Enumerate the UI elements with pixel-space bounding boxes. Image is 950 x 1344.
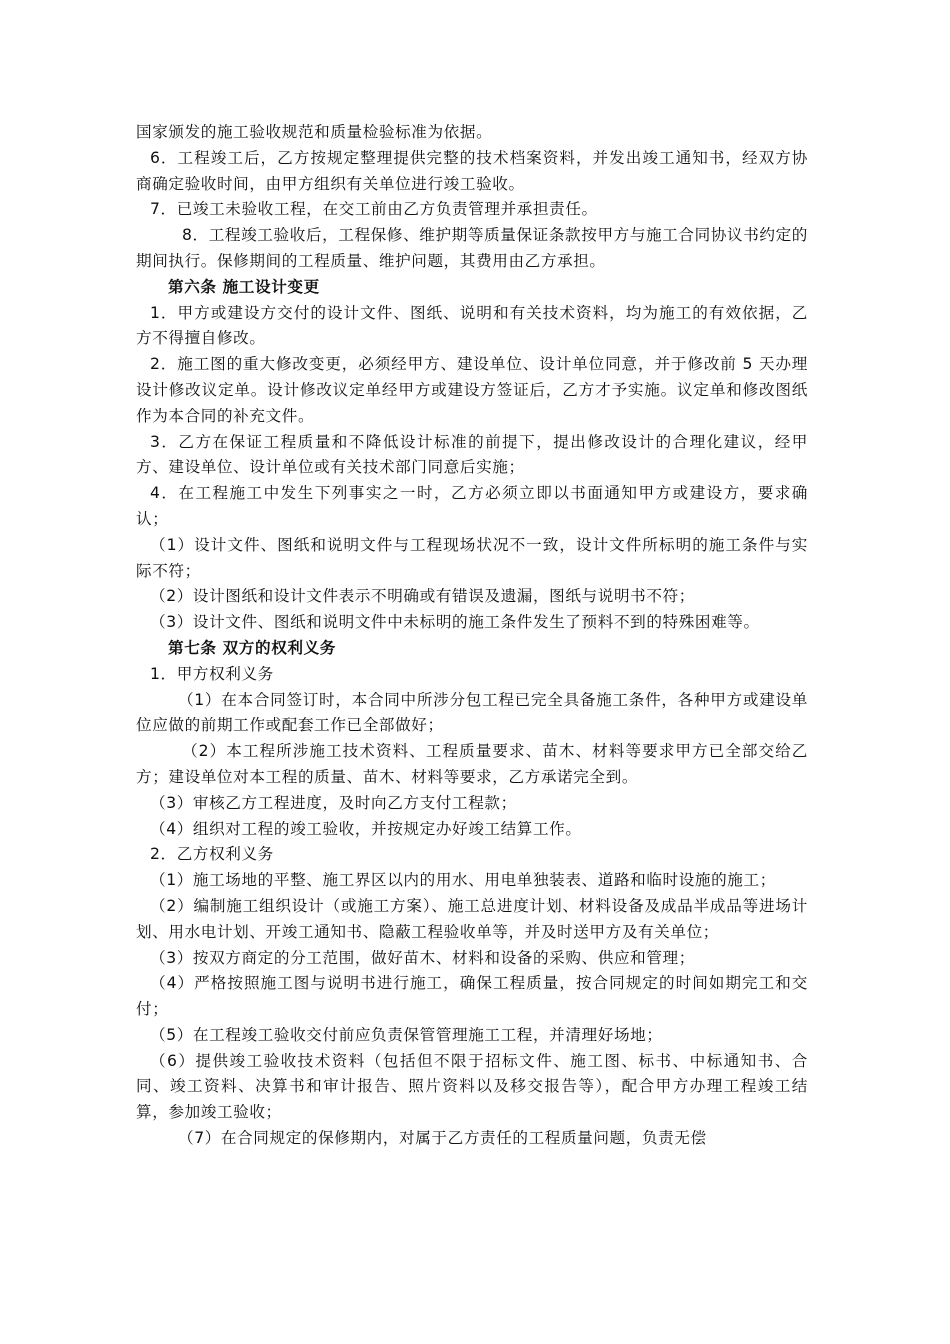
- paragraph-party-b-procurement: （3）按双方商定的分工范围，做好苗木、材料和设备的采购、供应和管理；: [150, 948, 695, 967]
- document-body: [136, 120, 808, 1152]
- paragraph-acceptance-standard: 国家颁发的施工验收规范和质量检验标准为依据。: [136, 123, 493, 141]
- paragraph-unexpected-conditions: （3）设计文件、图纸和说明文件中未标明的施工条件发生了预料不到的特殊困难等。: [150, 613, 760, 632]
- paragraph-design-documents-basis: 1．甲方或建设方交付的设计文件、图纸、说明和有关技术资料，均为施工的有效依据，乙方不得擅自修改。: [136, 303, 808, 348]
- paragraph-warranty-terms: 8．工程竣工验收后，工程保修、维护期等质量保证条款按甲方与施工合同协议书约定的期间执行。保修期间的工程质量、维护问题，其费用由乙方承担。: [136, 226, 808, 270]
- paragraph-party-b-custody: （5）在工程竣工验收交付前应负责保管管理施工工程，并清理好场地；: [150, 1025, 663, 1044]
- paragraph-rationalization-proposal: 3．乙方在保证工程质量和不降低设计标准的前提下，提出修改设计的合理化建议，经甲方、建设单位、设计单位或有关技术部门同意后实施；: [136, 432, 808, 477]
- paragraph-party-b-site-preparation: （1）施工场地的平整、施工界区以内的用水、用电单独装表、道路和临时设施的施工；: [150, 871, 776, 890]
- article-6-heading: 第六条 施工设计变更: [168, 277, 320, 296]
- paragraph-party-b-acceptance-data: （6）提供竣工验收技术资料（包括但不限于招标文件、施工图、标书、中标通知书、合同、竣工资料、决算书和审计报告、照片资料以及移交报告等），配合甲方办理工程竣工结算，参加竣工验收；: [136, 1051, 808, 1122]
- paragraph-design-mismatch: （1）设计文件、图纸和说明文件与工程现场状况不一致，设计文件所标明的施工条件与实际不符；: [136, 535, 808, 580]
- paragraph-major-design-change: 2．施工图的重大修改变更，必须经甲方、建设单位、设计单位同意，并于修改前 5 天办理设计修改议定单。设计修改议定单经甲方或建设方签证后，乙方才予实施。议定单和修改图纸作为本合同的补充文件。: [136, 355, 808, 425]
- article-7-heading: 第七条 双方的权利义务: [168, 638, 336, 657]
- paragraph-completion-documents: 6．工程竣工后，乙方按规定整理提供完整的技术档案资料，并发出竣工通知书，经双方协商确定验收时间，由甲方组织有关单位进行竣工验收。: [136, 148, 808, 193]
- paragraph-party-a-rights-heading: 1．甲方权利义务: [150, 664, 274, 683]
- paragraph-party-a-conditions: （1）在本合同签订时，本合同中所涉分包工程已完全具备施工条件，各种甲方或建设单位应做的前期工作或配套工作已全部做好；: [136, 690, 808, 735]
- paragraph-party-b-quality-schedule: （4）严格按照施工图与说明书进行施工，确保工程质量，按合同规定的时间如期完工和交付；: [136, 974, 808, 1019]
- paragraph-unaccepted-works: 7．已竣工未验收工程，在交工前由乙方负责管理并承担责任。: [150, 200, 598, 219]
- paragraph-unclear-design: （2）设计图纸和设计文件表示不明确或有错误及遗漏，图纸与说明书不符；: [150, 587, 695, 606]
- paragraph-party-b-construction-plan: （2）编制施工组织设计（或施工方案）、施工总进度计划、材料设备及成品半成品等进场计划、用水电计划、开竣工通知书、隐蔽工程验收单等，并及时送甲方及有关单位；: [136, 896, 808, 941]
- paragraph-written-notice: 4．在工程施工中发生下列事实之一时，乙方必须立即以书面通知甲方或建设方，要求确认；: [136, 484, 808, 528]
- paragraph-party-a-progress-payment: （3）审核乙方工程进度，及时向乙方支付工程款；: [150, 793, 517, 812]
- paragraph-party-b-warranty: （7）在合同规定的保修期内，对属于乙方责任的工程质量问题，负责无偿: [178, 1129, 707, 1148]
- paragraph-party-a-technical-data: （2）本工程所涉施工技术资料、工程质量要求、苗木、材料等要求甲方已全部交给乙方；建设单位对本工程的质量、苗木、材料等要求，乙方承诺完全到。: [136, 742, 808, 786]
- paragraph-party-a-final-acceptance: （4）组织对工程的竣工验收，并按规定办好竣工结算工作。: [150, 819, 582, 838]
- paragraph-party-b-rights-heading: 2．乙方权利义务: [150, 845, 274, 864]
